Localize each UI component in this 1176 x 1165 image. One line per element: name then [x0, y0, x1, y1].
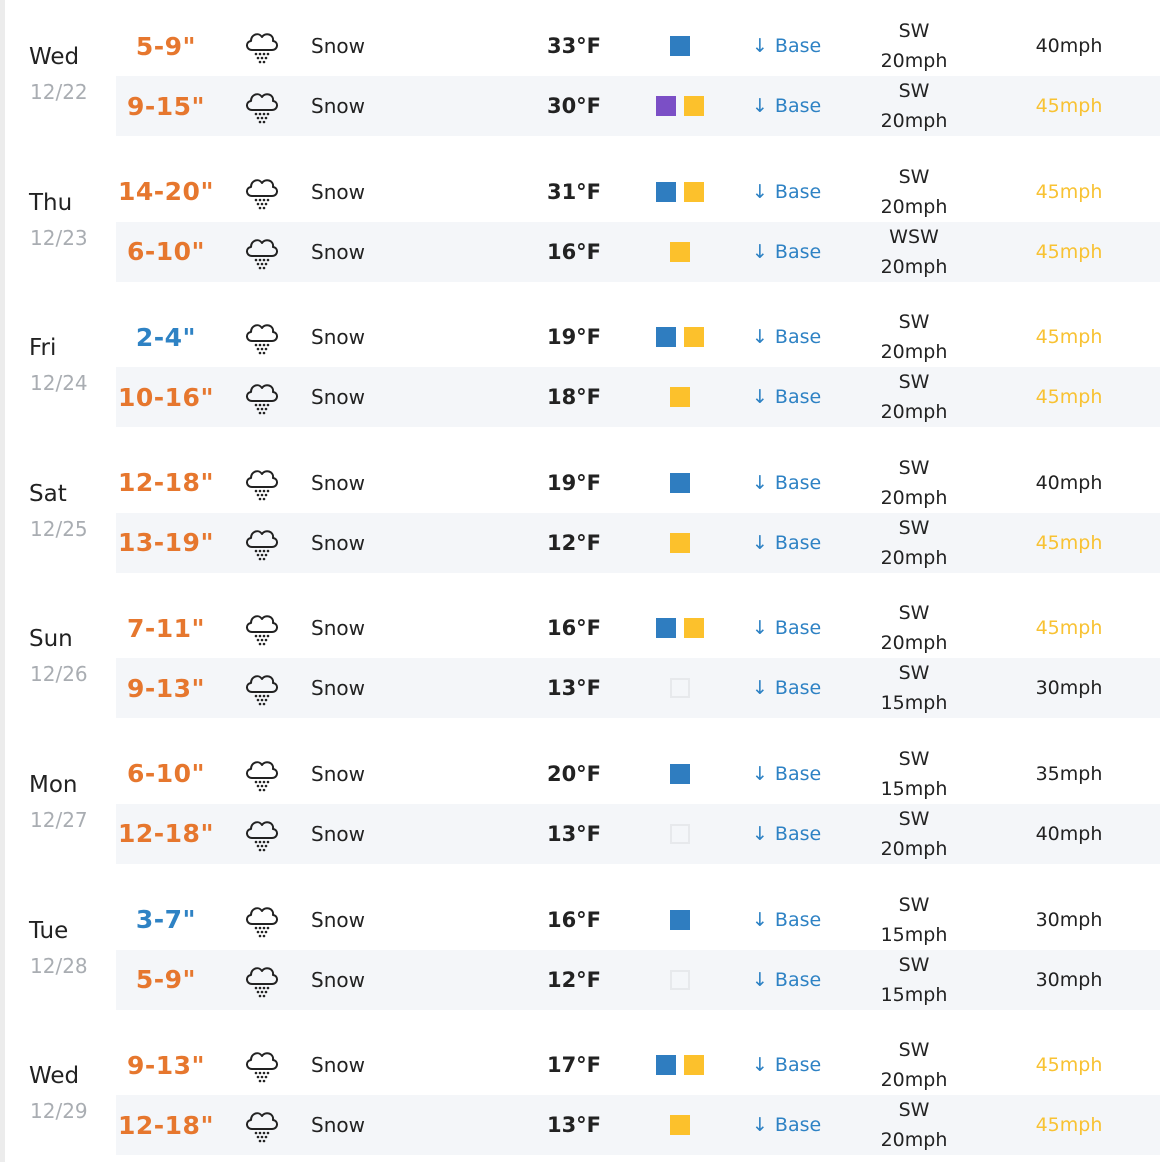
freezing-level-base[interactable]	[752, 1095, 821, 1155]
day-date: 12/26	[30, 662, 88, 687]
snow-amount: 6-10"	[126, 759, 206, 789]
weather-condition: Snow	[311, 34, 365, 58]
day-name: Fri	[29, 335, 57, 362]
temperature: 18°F	[546, 385, 602, 410]
weather-condition: Snow	[311, 1113, 365, 1138]
weather-condition: Snow	[311, 967, 365, 992]
empty-swatch	[670, 678, 690, 698]
down-arrow-icon: ↓	[752, 908, 768, 931]
day-date: 12/28	[30, 953, 88, 978]
snow-amount: 5-9"	[135, 965, 197, 995]
snow-amount: 2-4"	[135, 322, 197, 352]
wind-gust: 45mph	[1035, 326, 1103, 349]
condition-swatches	[651, 76, 709, 136]
snow-cloud-icon	[242, 950, 282, 1010]
condition-swatches	[651, 1035, 709, 1095]
forecast-row[interactable]	[116, 1095, 1160, 1155]
base-label: Base	[774, 531, 822, 554]
forecast-row[interactable]	[116, 162, 1160, 222]
snow-cloud-icon	[242, 1095, 282, 1155]
day-date: 12/22	[30, 80, 88, 104]
wind	[861, 307, 967, 367]
snow-cloud-icon	[242, 162, 282, 222]
snow-amount: 5-9"	[135, 31, 197, 61]
yellow-swatch	[684, 96, 704, 116]
wind-direction: SW	[898, 953, 930, 976]
weather-condition: Snow	[311, 761, 365, 786]
wind-direction: SW	[898, 311, 930, 334]
snow-amount: 10-16"	[118, 382, 214, 412]
weather-condition: Snow	[311, 616, 365, 641]
empty-swatch	[670, 970, 690, 990]
blue-swatch	[656, 327, 676, 347]
forecast-row[interactable]	[116, 453, 1160, 513]
wind-speed: 20mph	[880, 255, 948, 278]
day-group	[0, 146, 1176, 292]
wind	[861, 950, 967, 1010]
wind-direction: SW	[898, 516, 930, 539]
wind-speed: 20mph	[880, 1069, 948, 1092]
temperature: 13°F	[546, 1113, 602, 1138]
snow-cloud-icon	[242, 76, 282, 136]
day-group	[0, 1019, 1176, 1165]
base-label: Base	[774, 1054, 822, 1077]
wind	[861, 1035, 967, 1095]
forecast-row[interactable]	[116, 307, 1160, 367]
snow-cloud-icon	[242, 307, 282, 367]
weather-condition: Snow	[311, 239, 365, 264]
wind	[861, 513, 967, 573]
freezing-level-base[interactable]	[752, 890, 821, 950]
freezing-level-base[interactable]	[752, 950, 821, 1010]
condition-swatches	[651, 453, 709, 513]
wind-direction: SW	[898, 602, 930, 625]
forecast-row[interactable]	[116, 890, 1160, 950]
down-arrow-icon: ↓	[752, 240, 768, 263]
forecast-row[interactable]	[116, 804, 1160, 864]
forecast-row[interactable]	[116, 598, 1160, 658]
wind-speed: 20mph	[880, 486, 948, 509]
wind-speed: 20mph	[880, 341, 948, 364]
weather-condition: Snow	[311, 94, 365, 118]
down-arrow-icon: ↓	[752, 471, 768, 494]
base-label: Base	[774, 762, 822, 785]
snow-cloud-icon	[242, 513, 282, 573]
wind-gust: 45mph	[1035, 240, 1103, 263]
day-name: Wed	[29, 1063, 80, 1090]
yellow-swatch	[684, 618, 704, 638]
weather-condition: Snow	[311, 1053, 365, 1078]
snow-cloud-icon	[242, 598, 282, 658]
down-arrow-icon: ↓	[752, 822, 768, 845]
wind-gust: 45mph	[1035, 386, 1103, 409]
snow-amount: 6-10"	[126, 237, 206, 267]
wind-gust: 40mph	[1035, 471, 1103, 494]
base-label: Base	[774, 822, 822, 845]
condition-swatches	[651, 744, 709, 804]
wind-speed: 20mph	[880, 195, 948, 218]
wind	[861, 453, 967, 513]
wind-speed: 15mph	[880, 983, 948, 1006]
blue-swatch	[656, 182, 676, 202]
snow-amount: 9-13"	[126, 673, 206, 703]
day-date: 12/27	[30, 807, 88, 832]
day-name: Sun	[29, 626, 73, 653]
wind-speed: 15mph	[880, 923, 948, 946]
base-label: Base	[774, 386, 822, 409]
wind	[861, 658, 967, 718]
base-label: Base	[774, 968, 822, 991]
wind-gust: 30mph	[1035, 908, 1103, 931]
day-name: Wed	[29, 44, 80, 70]
freezing-level-base[interactable]	[752, 307, 821, 367]
base-label: Base	[774, 95, 822, 117]
down-arrow-icon: ↓	[752, 762, 768, 785]
base-label: Base	[774, 180, 822, 203]
condition-swatches	[651, 890, 709, 950]
condition-swatches	[651, 513, 709, 573]
snow-cloud-icon	[242, 1035, 282, 1095]
temperature: 17°F	[546, 1053, 602, 1078]
yellow-swatch	[684, 327, 704, 347]
base-label: Base	[774, 908, 822, 931]
temperature: 16°F	[546, 907, 602, 932]
day-name: Thu	[29, 189, 73, 216]
wind-gust: 35mph	[1035, 762, 1103, 785]
wind-gust: 45mph	[1035, 617, 1103, 640]
freezing-level-base[interactable]	[752, 744, 821, 804]
temperature: 20°F	[546, 761, 602, 786]
condition-swatches	[651, 367, 709, 427]
weather-condition: Snow	[311, 325, 365, 350]
base-label: Base	[774, 35, 822, 57]
yellow-swatch	[670, 1115, 690, 1135]
freezing-level-base[interactable]	[752, 222, 821, 282]
wind-direction: SW	[898, 662, 930, 685]
freezing-level-base[interactable]	[752, 658, 821, 718]
snow-amount: 12-18"	[118, 819, 214, 849]
day-name: Mon	[29, 771, 78, 798]
condition-swatches	[651, 804, 709, 864]
wind	[861, 16, 967, 76]
snow-cloud-icon	[242, 222, 282, 282]
condition-swatches	[651, 222, 709, 282]
wind-direction: SW	[898, 456, 930, 479]
temperature: 19°F	[546, 325, 602, 350]
wind-direction: SW	[898, 807, 930, 830]
snow-cloud-icon	[242, 367, 282, 427]
snow-amount: 9-13"	[126, 1050, 206, 1080]
snow-amount: 12-18"	[118, 468, 214, 498]
weather-condition: Snow	[311, 385, 365, 410]
wind-speed: 20mph	[880, 50, 948, 72]
weather-condition: Snow	[311, 470, 365, 495]
forecast-row[interactable]	[116, 16, 1160, 76]
blue-swatch	[670, 473, 690, 493]
wind	[861, 1095, 967, 1155]
wind-speed: 15mph	[880, 692, 948, 715]
freezing-level-base[interactable]	[752, 598, 821, 658]
day-date: 12/24	[30, 371, 88, 396]
forecast-row[interactable]	[116, 658, 1160, 718]
snow-cloud-icon	[242, 744, 282, 804]
wind-speed: 20mph	[880, 401, 948, 424]
freezing-level-base[interactable]	[752, 367, 821, 427]
forecast-row[interactable]	[116, 513, 1160, 573]
wind-direction: WSW	[889, 225, 939, 248]
wind-gust: 40mph	[1035, 822, 1103, 845]
weather-condition: Snow	[311, 530, 365, 555]
temperature: 13°F	[546, 821, 602, 846]
wind-gust: 45mph	[1035, 531, 1103, 554]
base-label: Base	[774, 617, 822, 640]
down-arrow-icon: ↓	[752, 968, 768, 991]
down-arrow-icon: ↓	[752, 531, 768, 554]
wind-speed: 20mph	[880, 546, 948, 569]
day-date: 12/29	[30, 1099, 88, 1124]
temperature: 16°F	[546, 616, 602, 641]
forecast-row[interactable]	[116, 744, 1160, 804]
blue-swatch	[670, 764, 690, 784]
wind-direction: SW	[898, 893, 930, 916]
down-arrow-icon: ↓	[752, 35, 768, 57]
yellow-swatch	[670, 242, 690, 262]
base-label: Base	[774, 326, 822, 349]
snow-amount: 12-18"	[118, 1110, 214, 1140]
temperature: 13°F	[546, 676, 602, 701]
base-label: Base	[774, 1114, 822, 1137]
wind-speed: 20mph	[880, 837, 948, 860]
wind-gust: 30mph	[1035, 968, 1103, 991]
blue-swatch	[656, 1055, 676, 1075]
forecast-row[interactable]	[116, 367, 1160, 427]
down-arrow-icon: ↓	[752, 326, 768, 349]
wind	[861, 222, 967, 282]
down-arrow-icon: ↓	[752, 95, 768, 117]
day-group	[0, 291, 1176, 437]
base-label: Base	[774, 240, 822, 263]
wind-gust: 40mph	[1035, 35, 1103, 57]
freezing-level-base[interactable]	[752, 76, 821, 136]
temperature: 12°F	[546, 967, 602, 992]
snow-cloud-icon	[242, 658, 282, 718]
freezing-level-base[interactable]	[752, 16, 821, 76]
condition-swatches	[651, 1095, 709, 1155]
wind-speed: 20mph	[880, 632, 948, 655]
down-arrow-icon: ↓	[752, 617, 768, 640]
temperature: 12°F	[546, 530, 602, 555]
blue-swatch	[670, 36, 690, 56]
down-arrow-icon: ↓	[752, 386, 768, 409]
condition-swatches	[651, 162, 709, 222]
wind	[861, 890, 967, 950]
forecast-row[interactable]	[116, 222, 1160, 282]
day-name: Sat	[29, 480, 67, 507]
weather-condition: Snow	[311, 179, 365, 204]
yellow-swatch	[670, 533, 690, 553]
wind-speed: 20mph	[880, 110, 948, 132]
yellow-swatch	[670, 387, 690, 407]
wind-gust: 45mph	[1035, 180, 1103, 203]
condition-swatches	[651, 950, 709, 1010]
wind-direction: SW	[898, 165, 930, 188]
temperature: 31°F	[546, 179, 602, 204]
freezing-level-base[interactable]	[752, 804, 821, 864]
snow-amount: 13-19"	[118, 528, 214, 558]
wind	[861, 804, 967, 864]
snow-amount: 7-11"	[126, 613, 206, 643]
day-group	[0, 728, 1176, 874]
condition-swatches	[651, 658, 709, 718]
forecast-row[interactable]	[116, 950, 1160, 1010]
wind-speed: 15mph	[880, 777, 948, 800]
wind-gust: 30mph	[1035, 677, 1103, 700]
wind	[861, 76, 967, 136]
freezing-level-base[interactable]	[752, 1035, 821, 1095]
freezing-level-base[interactable]	[752, 162, 821, 222]
condition-swatches	[651, 598, 709, 658]
day-group	[0, 874, 1176, 1020]
condition-swatches	[651, 16, 709, 76]
day-group	[0, 582, 1176, 728]
day-group	[0, 0, 1176, 146]
temperature: 33°F	[546, 34, 602, 58]
yellow-swatch	[684, 182, 704, 202]
day-name: Tue	[29, 917, 69, 944]
snow-cloud-icon	[242, 453, 282, 513]
wind-direction: SW	[898, 1039, 930, 1062]
empty-swatch	[670, 824, 690, 844]
weather-condition: Snow	[311, 907, 365, 932]
weather-condition: Snow	[311, 676, 365, 701]
day-date: 12/23	[30, 225, 88, 250]
temperature: 19°F	[546, 470, 602, 495]
blue-swatch	[656, 618, 676, 638]
condition-swatches	[651, 307, 709, 367]
day-group	[0, 437, 1176, 583]
wind-direction: SW	[898, 747, 930, 770]
snow-amount: 9-15"	[126, 91, 206, 121]
wind-direction: SW	[898, 371, 930, 394]
wind	[861, 598, 967, 658]
wind-direction: SW	[898, 80, 930, 102]
wind-gust: 45mph	[1035, 1114, 1103, 1137]
snow-cloud-icon	[242, 16, 282, 76]
blue-swatch	[670, 910, 690, 930]
wind-speed: 20mph	[880, 1129, 948, 1152]
base-label: Base	[774, 471, 822, 494]
wind-gust: 45mph	[1035, 1054, 1103, 1077]
freezing-level-base[interactable]	[752, 513, 821, 573]
wind-gust: 45mph	[1035, 95, 1103, 117]
down-arrow-icon: ↓	[752, 180, 768, 203]
snow-amount: 14-20"	[118, 177, 214, 207]
freezing-level-base[interactable]	[752, 453, 821, 513]
forecast-row[interactable]	[116, 1035, 1160, 1095]
wind	[861, 162, 967, 222]
weather-condition: Snow	[311, 821, 365, 846]
wind	[861, 367, 967, 427]
temperature: 16°F	[546, 239, 602, 264]
forecast-row[interactable]	[116, 76, 1160, 136]
down-arrow-icon: ↓	[752, 1114, 768, 1137]
purple-swatch	[656, 96, 676, 116]
down-arrow-icon: ↓	[752, 677, 768, 700]
day-date: 12/25	[30, 516, 88, 541]
wind-direction: SW	[898, 1099, 930, 1122]
base-label: Base	[774, 677, 822, 700]
wind	[861, 744, 967, 804]
temperature: 30°F	[546, 94, 602, 118]
snow-cloud-icon	[242, 890, 282, 950]
yellow-swatch	[684, 1055, 704, 1075]
snow-amount: 3-7"	[135, 905, 197, 935]
wind-direction: SW	[898, 20, 930, 42]
snow-cloud-icon	[242, 804, 282, 864]
down-arrow-icon: ↓	[752, 1054, 768, 1077]
